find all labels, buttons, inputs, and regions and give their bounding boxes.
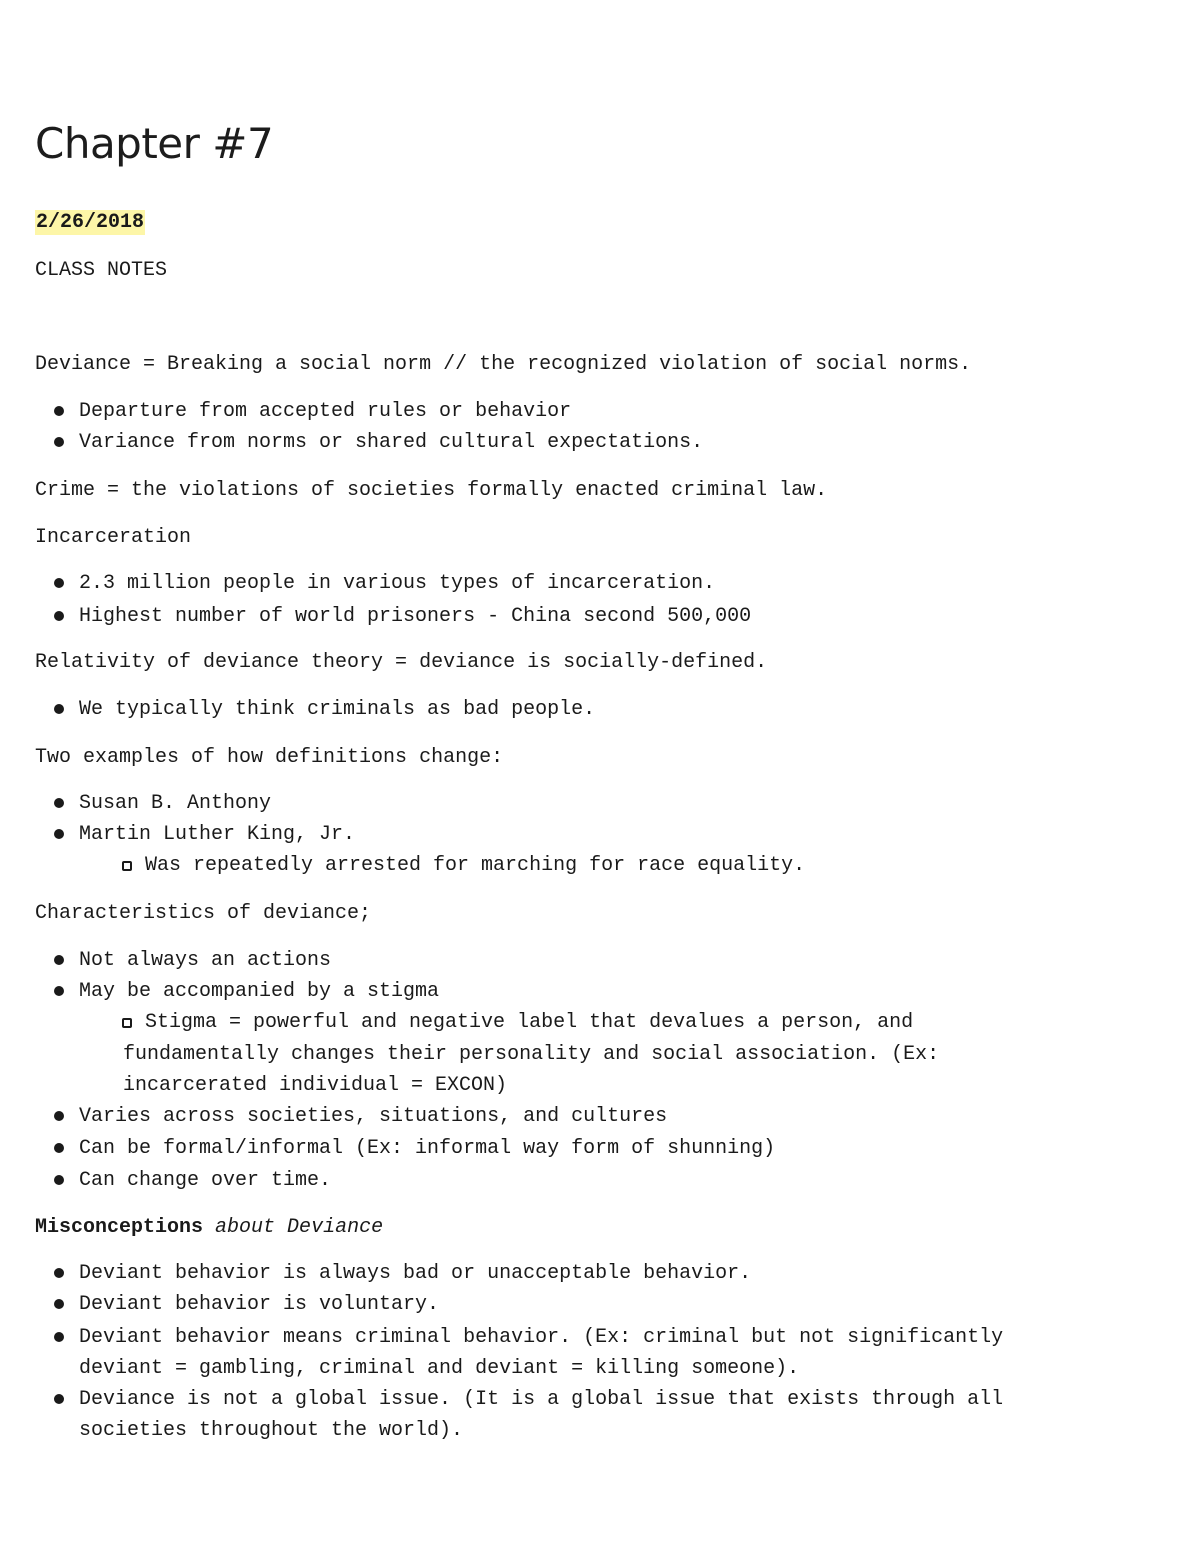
list-item: Deviance is not a global issue. (It is a global issue that exists through all (79, 1388, 1004, 1411)
bullet-icon (54, 704, 64, 714)
list-item: Martin Luther King, Jr. (79, 823, 356, 846)
list-item: Can change over time. (79, 1169, 332, 1192)
deviance-definition: Deviance = Breaking a social norm // the recognized violation of social norms. (35, 353, 972, 376)
bullet-icon (54, 437, 64, 447)
bullet-icon (54, 1111, 64, 1121)
sub-list-item-continued: fundamentally changes their personality and social association. (Ex: (123, 1043, 940, 1066)
relativity-definition: Relativity of deviance theory = deviance is socially-defined. (35, 651, 768, 674)
bullet-icon (54, 1332, 64, 1342)
list-item: Departure from accepted rules or behavior (79, 400, 572, 423)
list-item: Susan B. Anthony (79, 792, 272, 815)
bullet-icon (54, 1143, 64, 1153)
misconceptions-italic: about Deviance (215, 1216, 384, 1239)
bullet-icon (54, 986, 64, 996)
list-item: Deviant behavior means criminal behavior. (Ex: criminal but not significantly (79, 1326, 1004, 1349)
crime-definition: Crime = the violations of societies formally enacted criminal law. (35, 479, 828, 502)
bullet-icon (54, 955, 64, 965)
incarceration-heading: Incarceration (35, 526, 192, 549)
list-item-continued: societies throughout the world). (79, 1419, 464, 1442)
date-line (35, 207, 145, 238)
bullet-icon (54, 578, 64, 588)
bullet-icon (54, 1268, 64, 1278)
list-item: Deviant behavior is voluntary. (79, 1293, 440, 1316)
bullet-icon (54, 406, 64, 416)
bullet-icon (54, 1299, 64, 1309)
misconceptions-bold: Misconceptions (35, 1216, 204, 1239)
characteristics-heading: Characteristics of deviance; (35, 902, 372, 925)
sub-list-item: Was repeatedly arrested for marching for race equality. (145, 854, 806, 877)
list-item: We typically think criminals as bad people. (79, 698, 596, 721)
list-item: Variance from norms or shared cultural expectations. (79, 431, 704, 454)
list-item: May be accompanied by a stigma (79, 980, 440, 1003)
sub-list-item: Stigma = powerful and negative label that devalues a person, and (145, 1011, 914, 1034)
list-item-continued: deviant = gambling, criminal and deviant = killing someone). (79, 1357, 800, 1380)
bullet-icon (54, 1175, 64, 1185)
misconceptions-heading (35, 1212, 383, 1243)
bullet-icon (54, 829, 64, 839)
bullet-icon (54, 1394, 64, 1404)
sub-list-item-continued: incarcerated individual = EXCON) (123, 1074, 508, 1097)
two-examples-heading: Two examples of how definitions change: (35, 746, 504, 769)
list-item: Can be formal/informal (Ex: informal way form of shunning) (79, 1137, 776, 1160)
list-item: Varies across societies, situations, and cultures (79, 1105, 668, 1128)
list-item: Deviant behavior is always bad or unacceptable behavior. (79, 1262, 752, 1285)
list-item: Not always an actions (79, 949, 332, 972)
list-item: 2.3 million people in various types of incarceration. (79, 572, 716, 595)
bullet-icon (54, 611, 64, 621)
sub-bullet-icon (122, 1018, 132, 1028)
page-title: Chapter #7 (35, 119, 274, 168)
date-highlight: 2/26/2018 (36, 211, 145, 234)
class-notes-label: CLASS NOTES (35, 259, 168, 282)
sub-bullet-icon (122, 861, 132, 871)
list-item: Highest number of world prisoners - China second 500,000 (79, 605, 752, 628)
bullet-icon (54, 798, 64, 808)
